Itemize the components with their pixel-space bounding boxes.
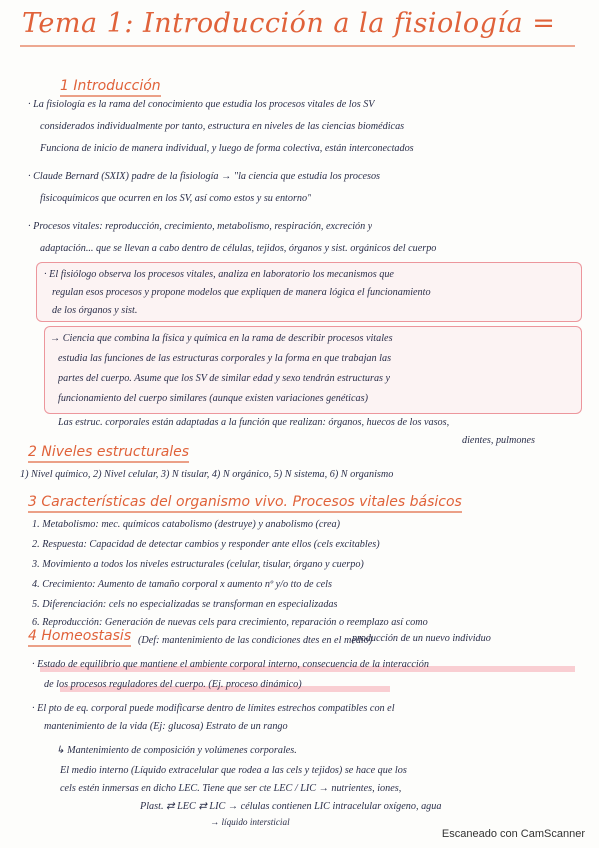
text-line: partes del cuerpo. Asume que los SV de similar edad y sexo tendrán estructuras y: [58, 373, 391, 384]
text-line: mantenimiento de la vida (Ej: glucosa) Estrato de un rango: [44, 721, 288, 732]
text-line: · Procesos vitales: reproducción, crecimiento, metabolismo, respiración, excreción y: [28, 221, 373, 232]
text-line: · El pto de eq. corporal puede modificarse dentro de límites estrechos compatibles con el: [32, 703, 395, 714]
section-heading-niveles: 2 Niveles estructurales: [28, 444, 189, 460]
section-heading-introduccion: 1 Introducción: [60, 78, 161, 94]
text-line: funcionamiento del cuerpo similares (aunque existen variaciones genéticas): [58, 393, 368, 404]
page-title: Tema 1: Introducción a la fisiología =: [22, 8, 556, 39]
text-line: → líquido intersticial: [210, 817, 290, 827]
text-line: Funciona de inicio de manera individual, y luego de forma colectiva, están interconectados: [40, 143, 414, 154]
text-line: fisicoquímicos que ocurren en los SV, así como estos y su entorno": [40, 193, 312, 204]
text-line: → Ciencia que combina la física y química en la rama de describir procesos vitales: [50, 333, 393, 344]
text-line: 5. Diferenciación: cels no especializadas se transforman en especializadas: [32, 599, 338, 610]
text-line: Plast. ⇄ LEC ⇄ LIC → células contienen LIC intracelular oxígeno, agua: [140, 801, 442, 812]
text-line: El medio interno (Líquido extracelular que rodea a las cels y tejidos) se hace que los: [60, 765, 407, 776]
text-line: 6. Reproducción: Generación de nuevas cels para crecimiento, reparación o reemplazo así como: [32, 617, 428, 628]
text-line: · La fisiología es la rama del conocimiento que estudia los procesos vitales de los SV: [28, 99, 375, 110]
homeostasis-definition: (Def: mantenimiento de las condiciones dtes en el medio): [138, 635, 373, 646]
text-line: 1) Nivel químico, 2) Nivel celular, 3) N tisular, 4) N orgánico, 5) N sistema, 6) N organismo: [20, 469, 394, 480]
scanner-watermark: Escaneado con CamScanner: [441, 828, 585, 840]
text-line: Las estruc. corporales están adaptadas a la función que realizan: órganos, huecos de los vasos,: [58, 417, 450, 428]
text-line: regulan esos procesos y propone modelos que expliquen de manera lógica el funcionamiento: [52, 287, 431, 298]
text-line: · Estado de equilibrio que mantiene el ambiente corporal interno, consecuencia de la interacción: [32, 659, 429, 670]
text-line: de los órganos y sist.: [52, 305, 138, 316]
section-heading-caracteristicas: 3 Características del organismo vivo. Procesos vitales básicos: [28, 494, 462, 510]
text-line: · Claude Bernard (SXIX) padre de la fisiología → "la ciencia que estudia los procesos: [28, 171, 381, 182]
text-line: 3. Movimiento a todos los niveles estructurales (celular, tisular, órgano y cuerpo): [32, 559, 364, 570]
title-underline: [20, 45, 575, 47]
text-line: producción de un nuevo individuo: [352, 633, 491, 644]
text-line: considerados individualmente por tanto, estructura en niveles de las ciencias biomédicas: [40, 121, 405, 132]
text-line: · El fisiólogo observa los procesos vitales, analiza en laboratorio los mecanismos que: [44, 269, 394, 280]
text-line: 2. Respuesta: Capacidad de detectar cambios y responder ante ellos (cels excitables): [32, 539, 380, 550]
text-line: estudia las funciones de las estructuras corporales y la forma en que trabajan las: [58, 353, 392, 364]
text-line: 1. Metabolismo: mec. químicos catabolismo (destruye) y anabolismo (crea): [32, 519, 341, 530]
text-line: adaptación... que se llevan a cabo dentro de células, tejidos, órganos y sist. orgánicos del cuerpo: [40, 243, 437, 254]
text-line: de los procesos reguladores del cuerpo. (Ej. proceso dinámico): [44, 679, 302, 690]
text-line: cels estén inmersas en dicho LEC. Tiene que ser cte LEC / LIC → nutrientes, iones,: [60, 783, 402, 794]
section-heading-homeostasis: 4 Homeostasis: [28, 628, 131, 644]
text-line: 4. Crecimiento: Aumento de tamaño corporal x aumento nº y/o tto de cels: [32, 579, 332, 590]
text-line: ↳ Mantenimiento de composición y volúmenes corporales.: [56, 745, 297, 756]
text-line: dientes, pulmones: [462, 435, 535, 446]
